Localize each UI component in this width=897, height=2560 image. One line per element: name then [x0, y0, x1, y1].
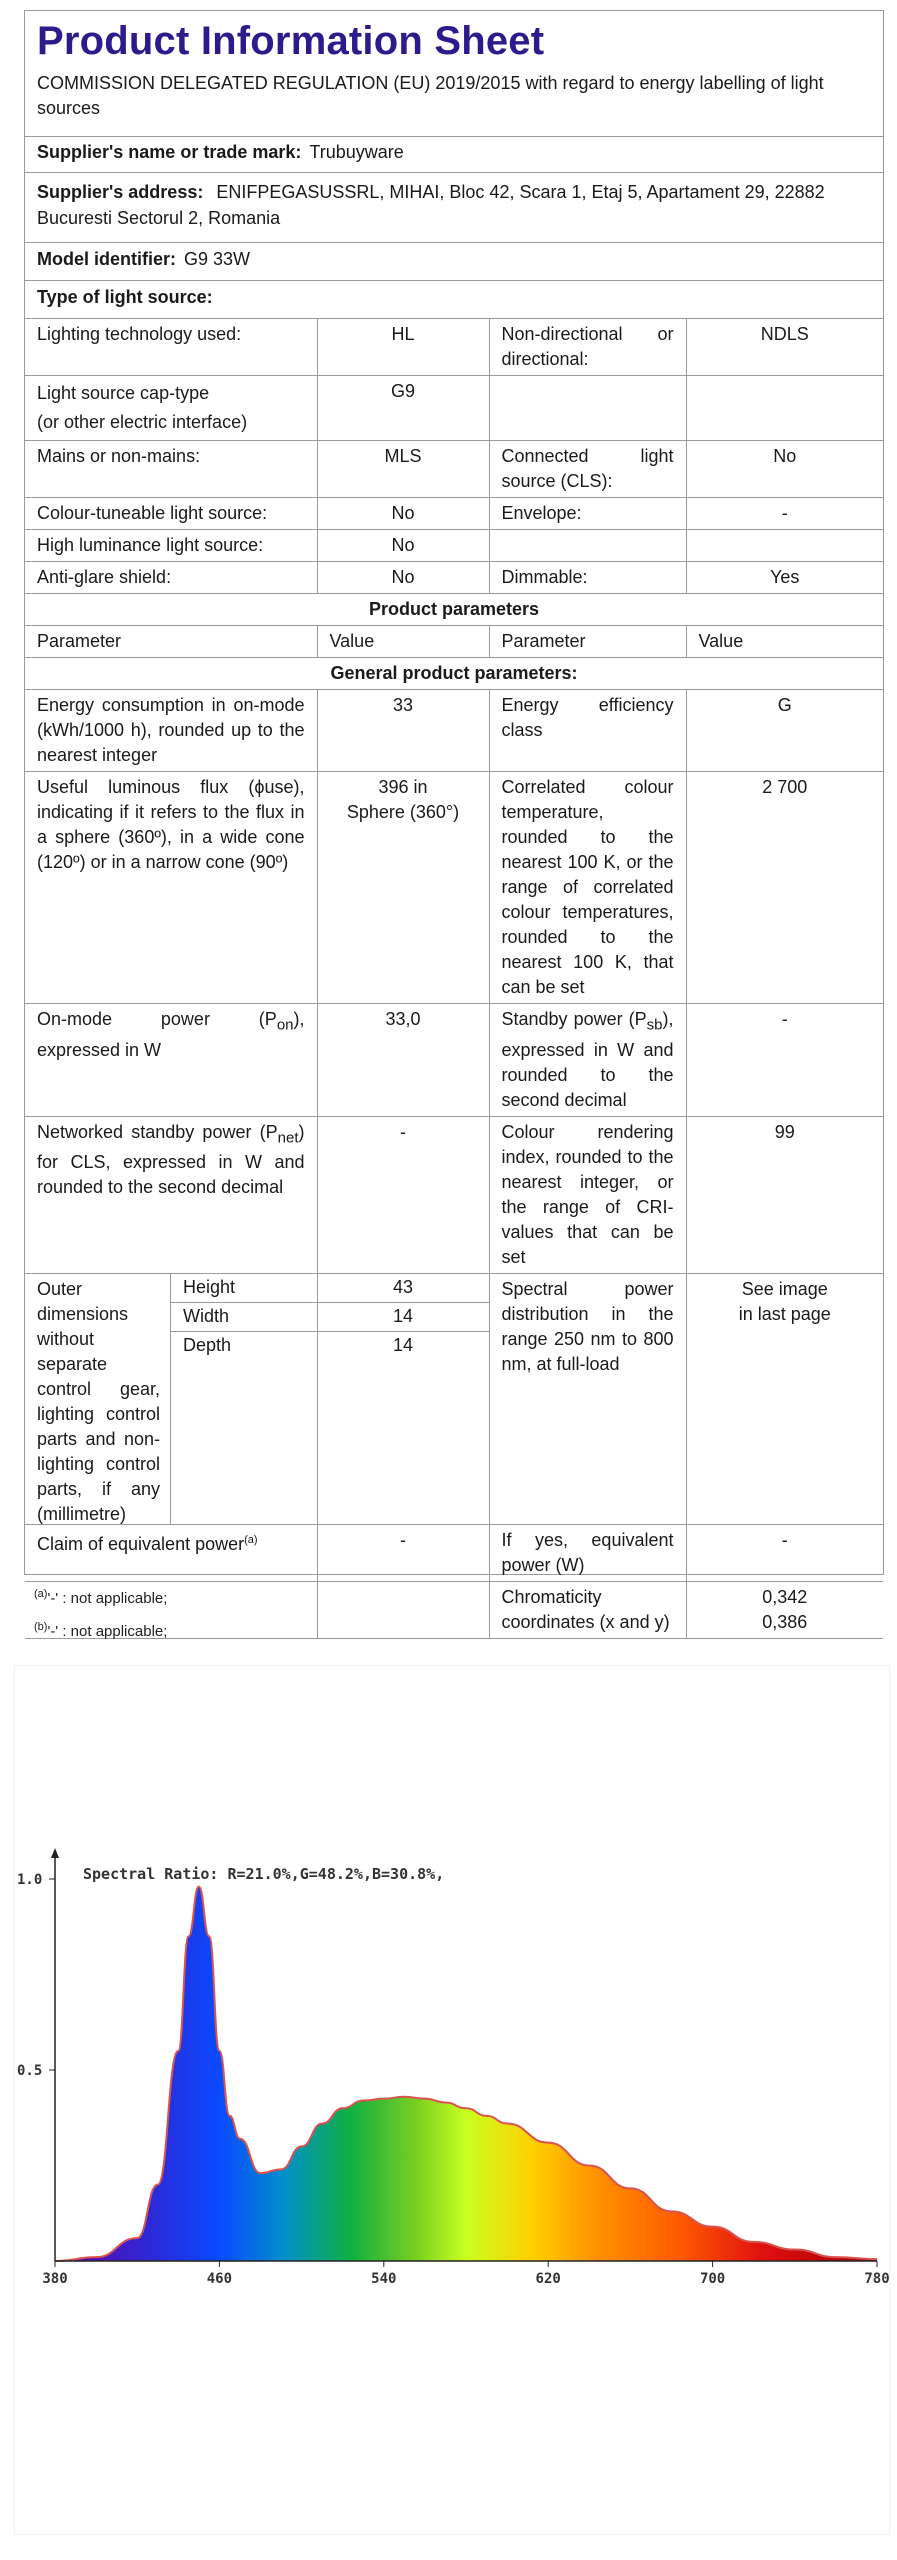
spectral-distribution-label: Spectral power distribution in the range 250 nm to 800 nm, at full-load	[489, 1273, 686, 1524]
model-identifier-row	[25, 243, 883, 281]
x-tick-label: 380	[42, 2271, 68, 2287]
chromaticity-x: 0,342	[762, 1586, 808, 1607]
luminous-flux-value: 396 in	[378, 777, 428, 797]
mains-label: Mains or non-mains:	[25, 441, 317, 498]
title-block	[25, 11, 883, 137]
table-row	[25, 1273, 883, 1524]
table-row	[25, 498, 883, 530]
energy-consumption-value: 33	[317, 690, 489, 772]
on-mode-power-label: On-mode power $(P_{on})$, expressed in W	[25, 1004, 317, 1117]
directional-value: NDLS	[686, 319, 883, 376]
efficiency-class-label: Energy efficiency class	[489, 690, 686, 772]
x-tick-label: 780	[864, 2271, 890, 2287]
spectral-distribution-value-2: in last page	[738, 1303, 831, 1324]
y-tick-label: 0.5	[17, 2063, 43, 2079]
product-parameters-heading: Product parameters	[25, 594, 883, 626]
equivalent-power-claim-label: Claim of equivalent power$^{(a)}$	[25, 1524, 317, 1581]
cct-label: Correlated colour temperature, rounded to the nearest 100 K, or the range of correlated colour temperatures, rounded to the nearest 100 K, that can be set	[489, 772, 686, 1004]
empty-cell	[317, 1581, 489, 1638]
mains-value: MLS	[317, 441, 489, 498]
luminous-flux-label: Useful luminous flux (ϕuse), indicating if it refers to the flux in a sphere (360º), in a wide cone (120º) or in a narrow cone (90º)	[25, 772, 317, 1004]
equivalent-power-claim-value: -	[317, 1524, 489, 1581]
table-row	[25, 658, 883, 690]
column-header-value: Value	[686, 626, 883, 658]
spectral-distribution-chart	[14, 1665, 890, 2535]
chromaticity-label: Chromaticity coordinates (x and y)	[489, 1581, 686, 1638]
spectrum-plot-area	[55, 1887, 877, 2261]
spectral-ratio-annotation: Spectral Ratio: R=21.0%,G=48.2%,B=30.8%,	[83, 1865, 445, 1883]
general-parameters-heading: General product parameters:	[25, 658, 883, 690]
cap-type-cell	[25, 376, 317, 441]
table-row	[25, 594, 883, 626]
networked-standby-label: Networked standby power $(P_{net})$ for CLS, expressed in W and rounded to the second decimal	[25, 1116, 317, 1273]
spectrum-svg	[15, 1666, 891, 2536]
cap-type-value: G9	[317, 376, 489, 441]
envelope-value: -	[686, 498, 883, 530]
width-label: Width	[171, 1303, 317, 1332]
column-header-parameter: Parameter	[489, 626, 686, 658]
table-row	[25, 772, 883, 1004]
chromaticity-cell	[686, 1581, 883, 1638]
dimmable-value: Yes	[686, 562, 883, 594]
width-value: 14	[318, 1303, 489, 1332]
energy-consumption-label: Energy consumption in on-mode (kWh/1000 h), rounded up to the nearest integer	[25, 690, 317, 772]
regulation-text: COMMISSION DELEGATED REGULATION (EU) 2019/2015 with regard to energy labelling of light sources	[37, 73, 824, 118]
supplier-name-row	[25, 137, 883, 173]
high-luminance-label: High luminance light source:	[25, 530, 317, 562]
cri-value: 99	[686, 1116, 883, 1273]
chromaticity-y: 0,386	[762, 1611, 808, 1632]
spectrum-area	[55, 1887, 877, 2261]
dimensions-values	[317, 1273, 489, 1524]
standby-power-label: Standby power $(P_{sb})$, expressed in W and rounded to the second decimal	[489, 1004, 686, 1117]
model-identifier-label: Model identifier:	[37, 249, 176, 269]
tech-value: HL	[317, 319, 489, 376]
empty-cell	[686, 530, 883, 562]
equivalent-power-value: -	[686, 1524, 883, 1581]
column-header-value: Value	[317, 626, 489, 658]
depth-label: Depth	[183, 1334, 232, 1355]
footnote: $^{(a)}$'-' : not applicable;	[34, 1588, 168, 1607]
x-tick-label: 620	[535, 2271, 561, 2287]
depth-value: 14	[392, 1334, 414, 1355]
empty-cell	[489, 376, 686, 441]
supplier-address-label: Supplier's address:	[37, 182, 204, 202]
colour-tuneable-value: No	[317, 498, 489, 530]
high-luminance-value: No	[317, 530, 489, 562]
table-row	[25, 1524, 883, 1581]
equivalent-power-label: If yes, equivalent power (W)	[489, 1524, 686, 1581]
networked-standby-value: -	[317, 1116, 489, 1273]
on-mode-power-value: 33,0	[317, 1004, 489, 1117]
table-row	[25, 626, 883, 658]
empty-cell	[489, 530, 686, 562]
cls-value: No	[686, 441, 883, 498]
cri-label: Colour rendering index, rounded to the nearest integer, or the range of CRI-values that can be set	[489, 1116, 686, 1273]
anti-glare-value: No	[317, 562, 489, 594]
efficiency-class-value: G	[686, 690, 883, 772]
dimensions-cell	[25, 1273, 317, 1524]
dimensions-label: Outer dimensions without separate control gear, lighting control parts and non-lighting control parts, if any (millimetre)	[25, 1274, 171, 1524]
cls-label: Connected light source (CLS):	[489, 441, 686, 498]
height-label: Height	[171, 1274, 317, 1303]
cct-value: 2 700	[686, 772, 883, 1004]
table-row	[25, 1116, 883, 1273]
x-tick-label: 700	[699, 2271, 726, 2287]
x-tick-label: 540	[371, 2271, 397, 2287]
cap-type-label: Light source cap-type	[37, 383, 210, 403]
dimmable-label: Dimmable:	[489, 562, 686, 594]
envelope-label: Envelope:	[489, 498, 686, 530]
height-value: 43	[318, 1274, 489, 1303]
table-row	[25, 690, 883, 772]
spectral-distribution-cell	[686, 1273, 883, 1524]
table-row	[25, 530, 883, 562]
supplier-name-label: Supplier's name or trade mark:	[37, 142, 302, 162]
cap-type-label-2: (or other electric interface)	[37, 412, 248, 432]
colour-tuneable-label: Colour-tuneable light source:	[25, 498, 317, 530]
page-title: Product Information Sheet	[37, 19, 545, 63]
light-source-type-table	[25, 319, 883, 1639]
y-axis-arrow	[51, 1848, 59, 1858]
x-tick-label: 460	[206, 2271, 233, 2287]
anti-glare-label: Anti-glare shield:	[25, 562, 317, 594]
footnote: $^{(b)}$'-' : not applicable;	[34, 1621, 168, 1640]
tech-label: Lighting technology used:	[25, 319, 317, 376]
empty-cell	[686, 376, 883, 441]
supplier-address-row	[25, 173, 883, 243]
light-source-type-row	[25, 281, 883, 319]
supplier-name-value: Trubuyware	[309, 142, 404, 162]
table-row	[25, 441, 883, 498]
directional-label: Non-directional or directional:	[489, 319, 686, 376]
supplier-address-value: ENIFPEGASUSSRL, MIHAI, Bloc 42, Scara 1, Etaj 5, Apartament 29, 22882 Bucuresti Sectorul 2, Romania	[37, 182, 825, 228]
y-tick-label: 1.0	[17, 1872, 43, 1888]
light-source-type-label: Type of light source:	[37, 287, 213, 307]
table-row	[25, 319, 883, 376]
table-row	[25, 376, 883, 441]
luminous-flux-cell	[317, 772, 489, 1004]
luminous-flux-value-2: Sphere (360°)	[346, 802, 460, 822]
column-header-parameter: Parameter	[25, 626, 317, 658]
standby-power-value: -	[686, 1004, 883, 1117]
table-row	[25, 562, 883, 594]
table-row	[25, 1004, 883, 1117]
spectral-distribution-value: See image	[741, 1278, 828, 1299]
footnotes	[34, 1580, 167, 1646]
dimensions-labels	[171, 1274, 317, 1524]
model-identifier-value: G9 33W	[184, 249, 251, 269]
